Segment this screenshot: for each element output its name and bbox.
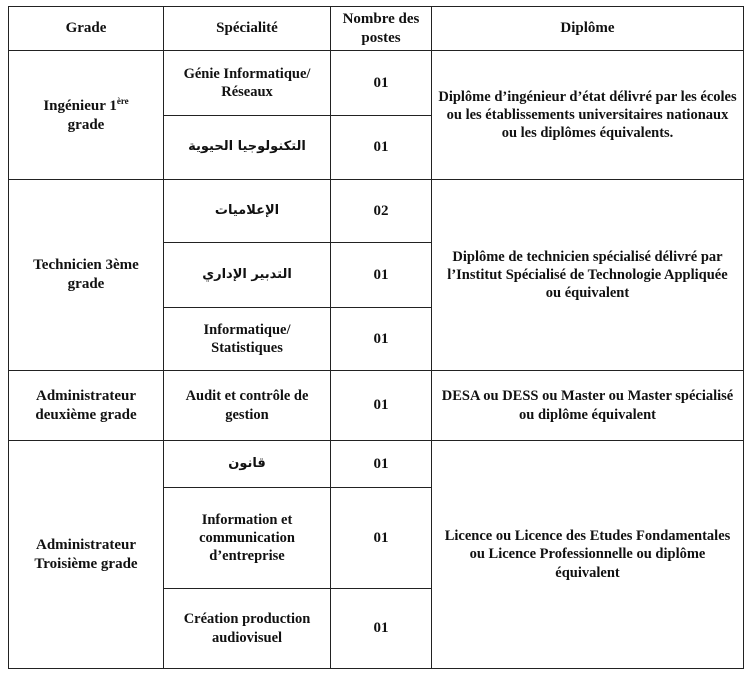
specialite-cell: Informatique/ Statistiques	[164, 308, 331, 371]
table-row	[9, 180, 744, 243]
specialite-cell: التدبير الإداري	[164, 243, 331, 308]
specialite-cell: Génie Informatique/ Réseaux	[164, 51, 331, 116]
grade-main: Ingénieur 1	[43, 97, 117, 114]
nombre-cell: 02	[331, 180, 432, 243]
nombre-cell: 01	[331, 488, 432, 589]
table-row	[9, 371, 744, 441]
header-nombre: Nombre des postes	[331, 7, 432, 51]
header-specialite: Spécialité	[164, 7, 331, 51]
specialite-cell: التكنولوجيا الحيوية	[164, 116, 331, 180]
nombre-cell: 01	[331, 371, 432, 441]
grade-cell	[9, 51, 164, 180]
specialite-cell: الإعلاميات	[164, 180, 331, 243]
grade-superscript: ère	[116, 95, 129, 106]
header-grade: Grade	[9, 7, 164, 51]
header-diplome: Diplôme	[432, 7, 744, 51]
nombre-cell: 01	[331, 441, 432, 488]
specialite-cell: قانون	[164, 441, 331, 488]
table-row	[9, 441, 744, 488]
grade-cell: Technicien 3ème grade	[9, 180, 164, 371]
diplome-cell: Diplôme de technicien spécialisé délivré par l’Institut Spécialisé de Technologie Appliquée ou équivalent	[432, 180, 744, 371]
grade-cell: Administrateur deuxième grade	[9, 371, 164, 441]
diplome-cell: DESA ou DESS ou Master ou Master spécialisé ou diplôme équivalent	[432, 371, 744, 441]
specialite-cell: Audit et contrôle de gestion	[164, 371, 331, 441]
table-row	[9, 51, 744, 116]
grade-cell: Administrateur Troisième grade	[9, 441, 164, 669]
header-row	[9, 7, 744, 51]
diplome-cell: Diplôme d’ingénieur d’état délivré par les écoles ou les établissements universitaires nationaux ou les diplômes équivalents.	[432, 51, 744, 180]
nombre-cell: 01	[331, 589, 432, 669]
diplome-cell: Licence ou Licence des Etudes Fondamentales ou Licence Professionnelle ou diplôme équivalent	[432, 441, 744, 669]
nombre-cell: 01	[331, 243, 432, 308]
specialite-cell: Création production audiovisuel	[164, 589, 331, 669]
grade-rest: grade	[67, 116, 105, 133]
nombre-cell: 01	[331, 308, 432, 371]
specialite-cell: Information et communication d’entreprise	[164, 488, 331, 589]
job-positions-table	[8, 6, 744, 669]
nombre-cell: 01	[331, 51, 432, 116]
nombre-cell: 01	[331, 116, 432, 180]
